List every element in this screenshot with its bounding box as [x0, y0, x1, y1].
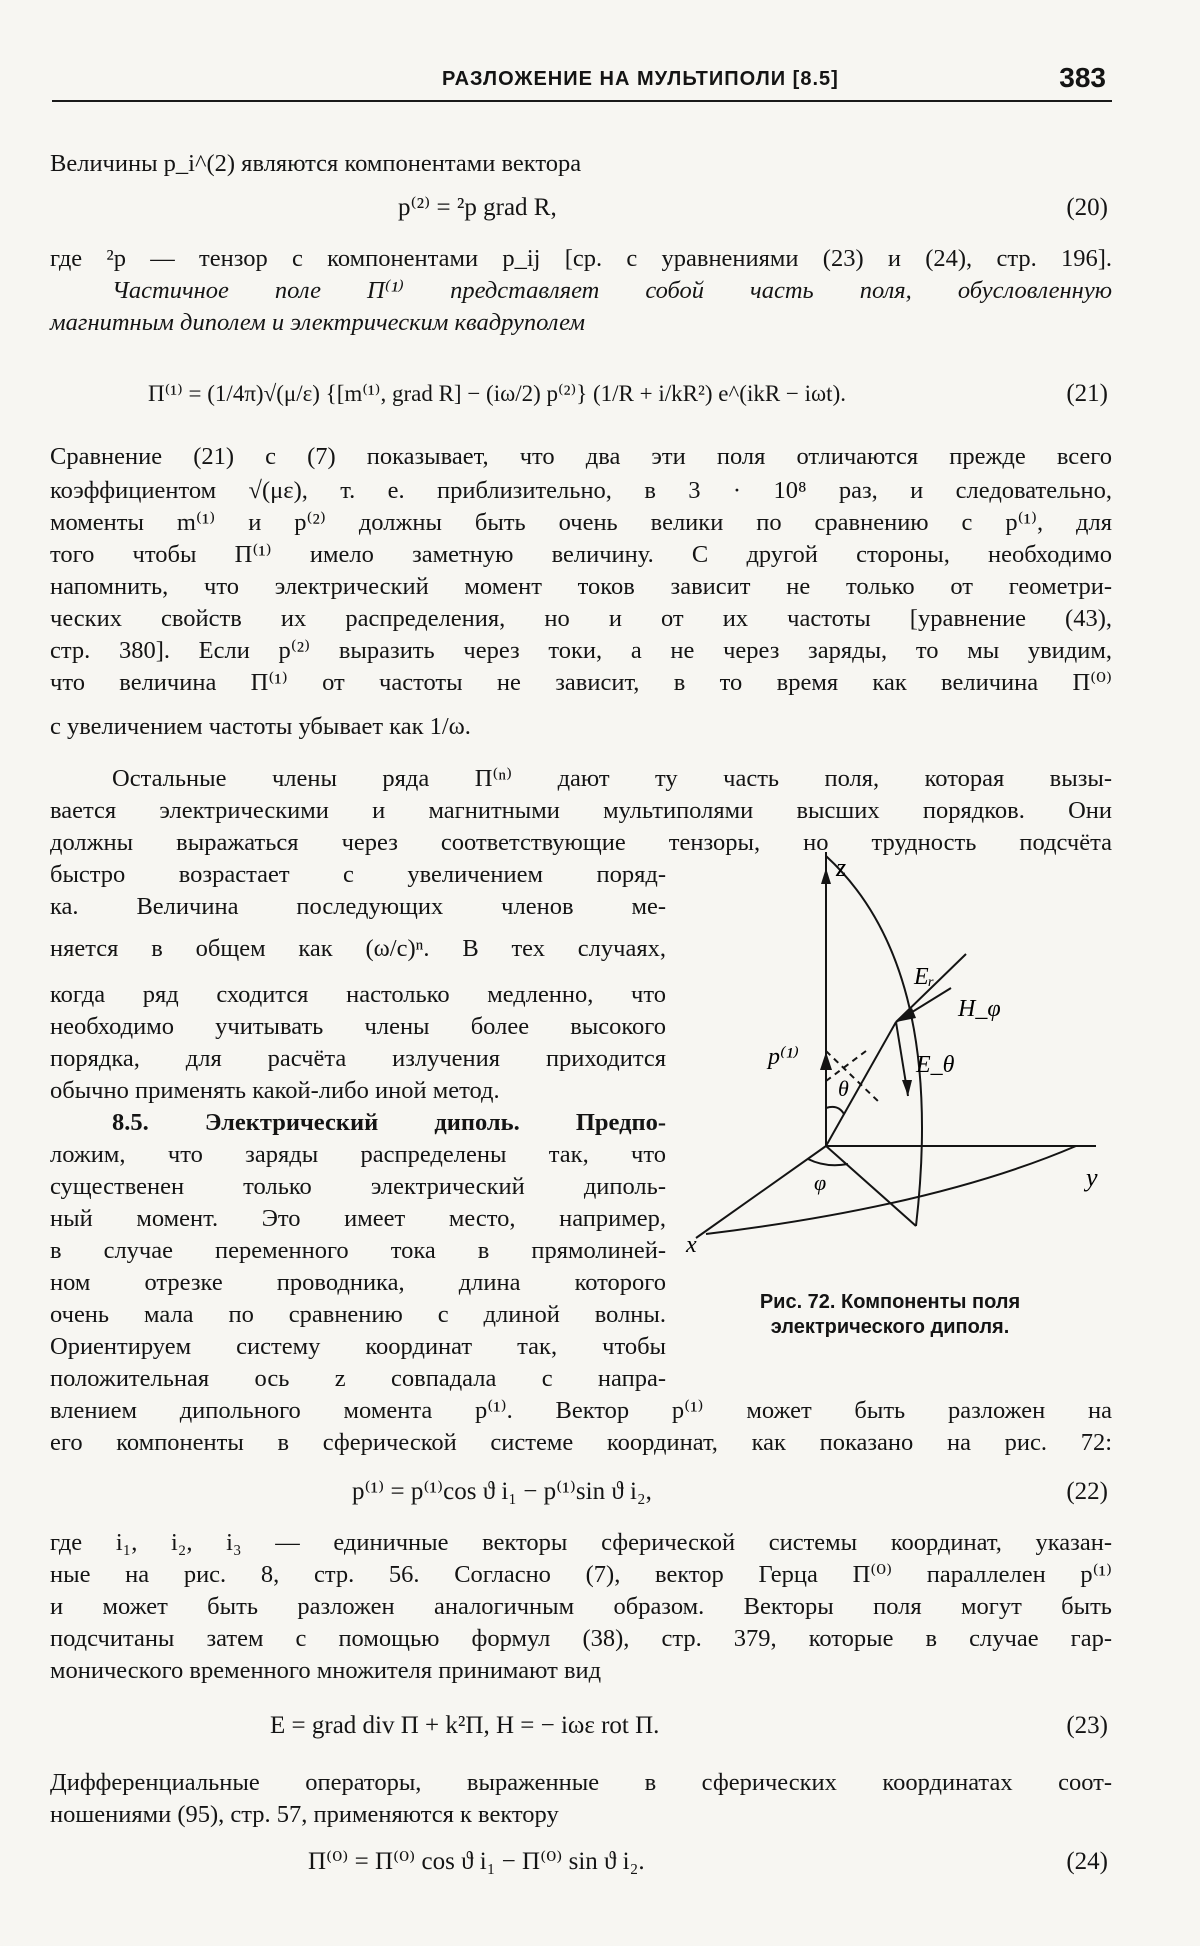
text-line: ложим, что заряды распределены так, что [50, 1141, 666, 1168]
text-line: няется в общем как (ω/c)ⁿ. В тех случаях, [50, 935, 666, 962]
text-line: что величина П⁽¹⁾ от частоты не зависит, в то время как величина П⁽⁰⁾ [50, 669, 1112, 696]
text-line: магнитным диполем и электрическим квадруполем [50, 309, 586, 336]
text-line: ном отрезке проводника, длина которого [50, 1269, 666, 1296]
label-dipole-moment: p⁽¹⁾ [768, 1044, 799, 1070]
equation-number: (24) [1066, 1848, 1108, 1875]
equation-24: П⁽⁰⁾ = П⁽⁰⁾ cos ϑ i₁ − П⁽⁰⁾ sin ϑ i₂. [308, 1848, 645, 1875]
text-line: монического временного множителя принимают вид [50, 1657, 602, 1684]
text-line: ные на рис. 8, стр. 56. Согласно (7), вектор Герца П⁽⁰⁾ параллелен p⁽¹⁾ [50, 1561, 1112, 1588]
text-line: порядка, для расчёта излучения приходится [50, 1045, 666, 1072]
equation-20: p⁽²⁾ = ²p grad R, [398, 194, 557, 221]
section-heading-line: 8.5. Электрический диполь. Предпо- [112, 1109, 666, 1136]
label-Er: Eᵣ [914, 964, 935, 990]
equation-number: (21) [1066, 380, 1108, 407]
text-line: где ²p — тензор с компонентами p_ij [ср. с уравнениями (23) и (24), стр. 196]. [50, 245, 1112, 272]
text-line: моменты m⁽¹⁾ и p⁽²⁾ должны быть очень велики по сравнению с p⁽¹⁾, для [50, 509, 1112, 536]
equation-21: П⁽¹⁾ = (1/4π)√(μ/ε) {[m⁽¹⁾, grad R] − (iω/2) p⁽²⁾} (1/R + i/kR²) e^(ikR − iωt). [148, 381, 846, 406]
dipole-field-diagram [676, 846, 1112, 1256]
page-number: 383 [1059, 62, 1106, 93]
figure-caption: Рис. 72. Компоненты поля электрического диполя. [759, 1291, 1021, 1338]
text-line: и может быть разложен аналогичным образом. Векторы поля могут быть [50, 1593, 1112, 1620]
text-line: коэффициентом √(με), т. е. приблизительно, в 3 · 10⁸ раз, и следовательно, [50, 477, 1112, 504]
axis-label-z: z [836, 853, 847, 882]
text-line: где i₁, i₂, i₃ — единичные векторы сферической системы координат, указан- [50, 1529, 1112, 1556]
text-line: положительная ось z совпадала с напра- [50, 1365, 666, 1392]
text-line: ношениями (95), стр. 57, применяются к вектору [50, 1801, 559, 1828]
text-line: вается электрическими и магнитными мультиполями высших порядков. Они [50, 797, 1112, 824]
text-line: с увеличением частоты убывает как 1/ω. [50, 713, 471, 740]
page-header [52, 60, 1112, 102]
text-line: должны выражаться через соответствующие тензоры, но трудность подсчёта [50, 829, 1112, 856]
theta-arc [826, 1107, 844, 1114]
label-theta: θ [838, 1076, 849, 1101]
text-line: Величины p_i^(2) являются компонентами вектора [50, 150, 582, 177]
text-line: в случае переменного тока в прямолиней- [50, 1237, 666, 1264]
equation-number: (23) [1066, 1712, 1108, 1739]
text-line: его компоненты в сферической системе координат, как показано на рис. 72: [50, 1429, 1112, 1456]
axis-label-y: y [1086, 1163, 1098, 1192]
label-Etheta: E_θ [916, 1052, 955, 1078]
text-line: быстро возрастает с увеличением поряд- [50, 861, 666, 888]
running-head: РАЗЛОЖЕНИЕ НА МУЛЬТИПОЛИ [8.5] [442, 68, 839, 90]
text-line: стр. 380]. Если p⁽²⁾ выразить через токи, а не через заряды, то мы увидим, [50, 637, 1112, 664]
text-line: очень мала по сравнению с длиной волны. [50, 1301, 666, 1328]
text-line: ческих свойств их распределения, но и от их частоты [уравнение (43), [50, 605, 1112, 632]
z-arrowhead [821, 868, 831, 884]
equation-22: p⁽¹⁾ = p⁽¹⁾cos ϑ i₁ − p⁽¹⁾sin ϑ i₂, [352, 1478, 652, 1505]
text-line: подсчитаны затем с помощью формул (38), стр. 379, которые в случае гар- [50, 1625, 1112, 1652]
text-line: существенен только электрический диполь- [50, 1173, 666, 1200]
equator-arc [706, 1146, 1076, 1234]
label-Hphi: H_φ [958, 996, 1001, 1022]
equation-23: E = grad div П + k²П, H = − iωε rot П. [270, 1712, 660, 1739]
text-line: ный момент. Это имеет место, например, [50, 1205, 666, 1232]
axis-label-x: x [686, 1232, 697, 1256]
text-line: Дифференциальные операторы, выраженные в сферических координатах соот- [50, 1769, 1112, 1796]
text-line: Остальные члены ряда П⁽ⁿ⁾ дают ту часть поля, которая вызы- [112, 765, 1112, 792]
text-line: Ориентируем систему координат так, чтобы [50, 1333, 666, 1360]
text-line: Сравнение (21) с (7) показывает, что два эти поля отличаются прежде всего [50, 443, 1112, 470]
meridian-arc [826, 856, 922, 1226]
text-line: влением дипольного момента p⁽¹⁾. Вектор p⁽¹⁾ может быть разложен на [50, 1397, 1112, 1424]
text-line: необходимо учитывать члены более высокого [50, 1013, 666, 1040]
text-line: Частичное поле П⁽¹⁾ представляет собой часть поля, обусловленную [112, 277, 1112, 304]
text-line: обычно применять какой-либо иной метод. [50, 1077, 500, 1104]
text-line: того чтобы П⁽¹⁾ имело заметную величину. С другой стороны, необходимо [50, 541, 1112, 568]
text-line: напомнить, что электрический момент токов зависит не только от геометри- [50, 573, 1112, 600]
label-phi: φ [814, 1170, 827, 1195]
text-line: ка. Величина последующих членов ме- [50, 893, 666, 920]
text-line: когда ряд сходится настолько медленно, что [50, 981, 666, 1008]
equation-number: (22) [1066, 1478, 1108, 1505]
x-axis [696, 1146, 826, 1238]
equation-number: (20) [1066, 194, 1108, 221]
